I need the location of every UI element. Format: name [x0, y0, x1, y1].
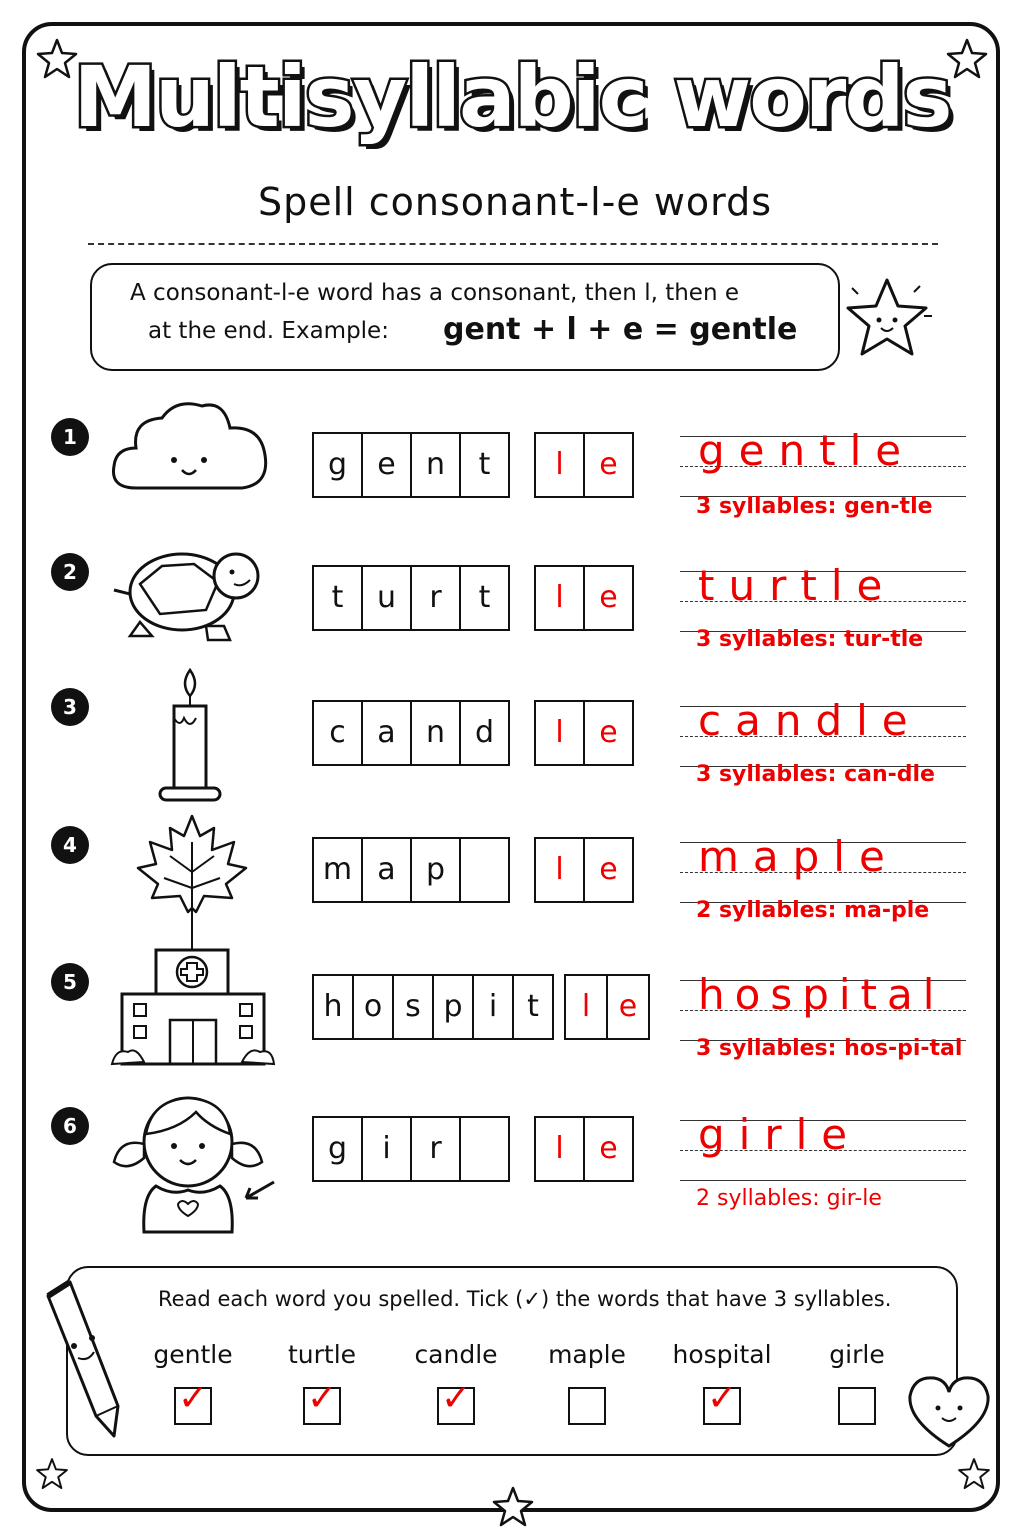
answer-word[interactable]: girle — [698, 1110, 862, 1159]
ending-boxes — [536, 1116, 634, 1182]
info-text: A consonant-l-e word has a consonant, then l, then e — [130, 280, 739, 306]
letter-box[interactable] — [459, 1116, 510, 1182]
letter-boxes — [314, 700, 510, 766]
answer-word[interactable]: hospital — [698, 970, 945, 1019]
ending-box: e — [583, 1116, 634, 1182]
star-icon — [34, 1456, 70, 1492]
checkbox[interactable] — [568, 1387, 606, 1425]
letter-box[interactable]: p — [432, 974, 474, 1040]
answer-word[interactable]: maple — [698, 832, 899, 881]
check-item — [396, 1340, 516, 1425]
ending-boxes — [536, 565, 634, 631]
syllable-note: 3 syllables: tur-tle — [696, 627, 924, 652]
ending-box: e — [583, 837, 634, 903]
ending-box: l — [564, 974, 608, 1040]
letter-boxes — [314, 837, 510, 903]
checklist-instruction: Read each word you spelled. Tick (✓) the words that have 3 syllables. — [158, 1287, 892, 1311]
syllable-note: 3 syllables: can-dle — [696, 762, 935, 787]
ending-box: e — [583, 432, 634, 498]
item-number: 4 — [51, 826, 89, 864]
letter-box[interactable]: m — [312, 837, 363, 903]
check-item — [133, 1340, 253, 1425]
letter-boxes — [314, 432, 510, 498]
letter-box[interactable]: i — [361, 1116, 412, 1182]
checkmark-icon: ✓ — [178, 1378, 209, 1419]
letter-box[interactable]: g — [312, 432, 363, 498]
ending-box: e — [583, 565, 634, 631]
item-number: 2 — [51, 553, 89, 591]
check-item — [662, 1340, 782, 1425]
turtle-icon — [110, 530, 266, 646]
letter-box[interactable]: c — [312, 700, 363, 766]
letter-box[interactable] — [459, 837, 510, 903]
checkbox[interactable] — [703, 1378, 741, 1425]
ending-boxes — [566, 974, 650, 1040]
answer-word[interactable]: candle — [698, 696, 922, 745]
check-item — [527, 1340, 647, 1425]
check-word: candle — [414, 1340, 498, 1369]
ending-box: e — [606, 974, 650, 1040]
letter-box[interactable]: d — [459, 700, 510, 766]
check-item — [797, 1340, 917, 1425]
star-icon — [956, 1456, 992, 1492]
letter-box[interactable]: a — [361, 700, 412, 766]
letter-box[interactable]: a — [361, 837, 412, 903]
ending-box: l — [534, 432, 585, 498]
cloud-icon — [106, 398, 274, 502]
hospital-icon — [110, 946, 276, 1070]
answer-word[interactable]: turtle — [698, 561, 897, 610]
item-number: 1 — [51, 418, 89, 456]
info-text: at the end. Example: — [148, 318, 389, 344]
checkmark-icon: ✓ — [307, 1378, 338, 1419]
letter-boxes — [314, 974, 554, 1040]
letter-box[interactable]: o — [352, 974, 394, 1040]
letter-box[interactable]: r — [410, 565, 461, 631]
item-number: 6 — [51, 1107, 89, 1145]
page-subtitle: Spell consonant-l-e words — [257, 180, 773, 224]
ending-box: l — [534, 565, 585, 631]
example-equation: gent + l + e = gentle — [443, 312, 798, 347]
maple-leaf-icon — [134, 812, 250, 962]
letter-boxes — [314, 565, 510, 631]
check-word: gentle — [153, 1340, 233, 1369]
item-number: 5 — [51, 963, 89, 1001]
letter-box[interactable]: t — [459, 432, 510, 498]
letter-box[interactable]: g — [312, 1116, 363, 1182]
ending-box: l — [534, 837, 585, 903]
check-word: maple — [548, 1340, 626, 1369]
girl-icon — [108, 1086, 278, 1236]
letter-box[interactable]: h — [312, 974, 354, 1040]
ending-box: l — [534, 1116, 585, 1182]
divider — [88, 243, 938, 245]
letter-boxes — [314, 1116, 510, 1182]
letter-box[interactable]: i — [472, 974, 514, 1040]
checkbox[interactable] — [437, 1378, 475, 1425]
answer-word[interactable]: gentle — [698, 426, 916, 475]
syllable-note: 2 syllables: gir-le — [696, 1186, 882, 1211]
letter-box[interactable]: r — [410, 1116, 461, 1182]
letter-box[interactable]: n — [410, 432, 461, 498]
letter-box[interactable]: t — [312, 565, 363, 631]
ending-boxes — [536, 432, 634, 498]
ending-box: l — [534, 700, 585, 766]
check-word: girle — [829, 1340, 885, 1369]
heart-icon — [904, 1372, 994, 1452]
syllable-note: 3 syllables: gen-tle — [696, 494, 933, 519]
ending-boxes — [536, 837, 634, 903]
smiling-star-icon — [832, 268, 942, 368]
check-word: turtle — [287, 1340, 357, 1369]
checkbox[interactable] — [174, 1378, 212, 1425]
check-word: hospital — [672, 1340, 772, 1369]
checkmark-icon: ✓ — [441, 1378, 472, 1419]
checkbox[interactable] — [838, 1387, 876, 1425]
letter-box[interactable]: n — [410, 700, 461, 766]
syllable-note: 2 syllables: ma-ple — [696, 898, 930, 923]
pencil-icon — [40, 1276, 124, 1446]
checkmark-icon: ✓ — [707, 1378, 738, 1419]
page-title: Multisyllabic words — [73, 48, 951, 146]
check-item — [262, 1340, 382, 1425]
item-number: 3 — [51, 688, 89, 726]
letter-box[interactable]: t — [459, 565, 510, 631]
ending-boxes — [536, 700, 634, 766]
letter-box[interactable]: t — [512, 974, 554, 1040]
letter-box[interactable]: u — [361, 565, 412, 631]
letter-box[interactable]: p — [410, 837, 461, 903]
letter-box[interactable]: s — [392, 974, 434, 1040]
syllable-note: 3 syllables: hos-pi-tal — [696, 1036, 963, 1061]
candle-icon — [150, 666, 230, 806]
star-icon — [490, 1484, 536, 1530]
letter-box[interactable]: e — [361, 432, 412, 498]
ending-box: e — [583, 700, 634, 766]
checkbox[interactable] — [303, 1378, 341, 1425]
